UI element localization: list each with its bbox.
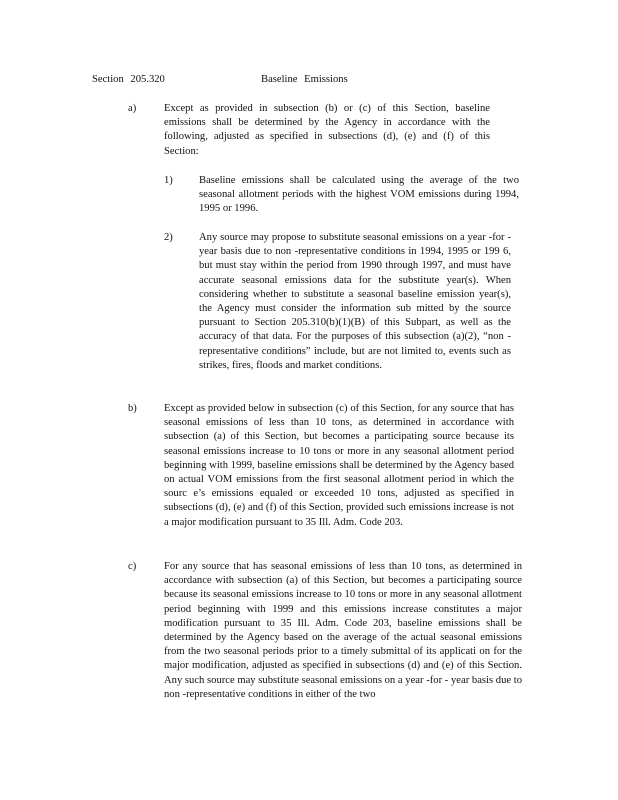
item-1-label: 1): [164, 175, 173, 186]
subsection-a-text: Except as provided in subsection (b) or (c) of this Section, baseline emissions shall be determined by the Agency in accordance with the following, adjusted as specified in subsections (d), (e) and (f) of this Section:: [164, 103, 490, 157]
section-number: Section 205.320: [92, 74, 165, 85]
item-1-text: Baseline emissions shall be calculated using the average of the two seasonal allotment periods with the highest VOM emissions during 1994, 1995 or 1996.: [199, 175, 519, 215]
subsection-c-text: For any source that has seasonal emissions of less than 10 tons, as determined in accordance with subsection (a) of this Section, but becomes a participating source because its seasonal emissions increase to 10 tons or more in any seasonal allotment period beginning with 1999 and this emissions increase constitutes a major modification pursuant to 35 Ill. Adm. Code 203, baseline emissions shall be determined by the Agency based on the average of the actual seasonal emissions from the two seasonal periods prior to a timely submittal of its applicati on for the major modification, adjusted as specified in subsections (d) and (e) of this Section. Any such source may substitute seasonal emissions on a year -for - year basis due to non -representative conditions in either of the two: [164, 561, 522, 700]
item-2-text: Any source may propose to substitute seasonal emissions on a year -for -year basis due to non -representative conditions in 1994, 1995 or 199 6, but must stay within the period from 1990 through 1997, and must have accurate seasonal emissions data for the substitute year(s). When considering whether to substitute a seasonal baseline emission year(s), the Agency must consider the information sub mitted by the source pursuant to Section 205.310(b)(1)(B) of this Subpart, as well as the accuracy of that data. For the purposes of this subsection (a)(2), “non - representative conditions” include, but are not limited to, events such as strikes, fires, floods and market conditions.: [199, 232, 511, 371]
section-title: Baseline Emissions: [261, 74, 348, 85]
subsection-b-text: Except as provided below in subsection (c) of this Section, for any source that has seasonal emissions of less than 10 tons, as determined in accordance with subsection (a) of this Section, but becomes a participating source because its seasonal emissions increase to 10 tons or more in any seasonal allotment period beginning with 1999, baseline emissions shall be determined by the Agency based on actual VOM emissions from the first seasonal allotment period in which the sourc e’s emissions equaled or exceeded 10 tons, adjusted as specified in subsections (d), (e) and (f) of this Section, provided such emissions increase is not a major modification pursuant to 35 Ill. Adm. Code 203.: [164, 403, 514, 528]
subsection-a-label: a): [128, 103, 137, 114]
subsection-b-label: b): [128, 403, 137, 414]
item-2-label: 2): [164, 232, 173, 243]
subsection-c-label: c): [128, 561, 137, 572]
